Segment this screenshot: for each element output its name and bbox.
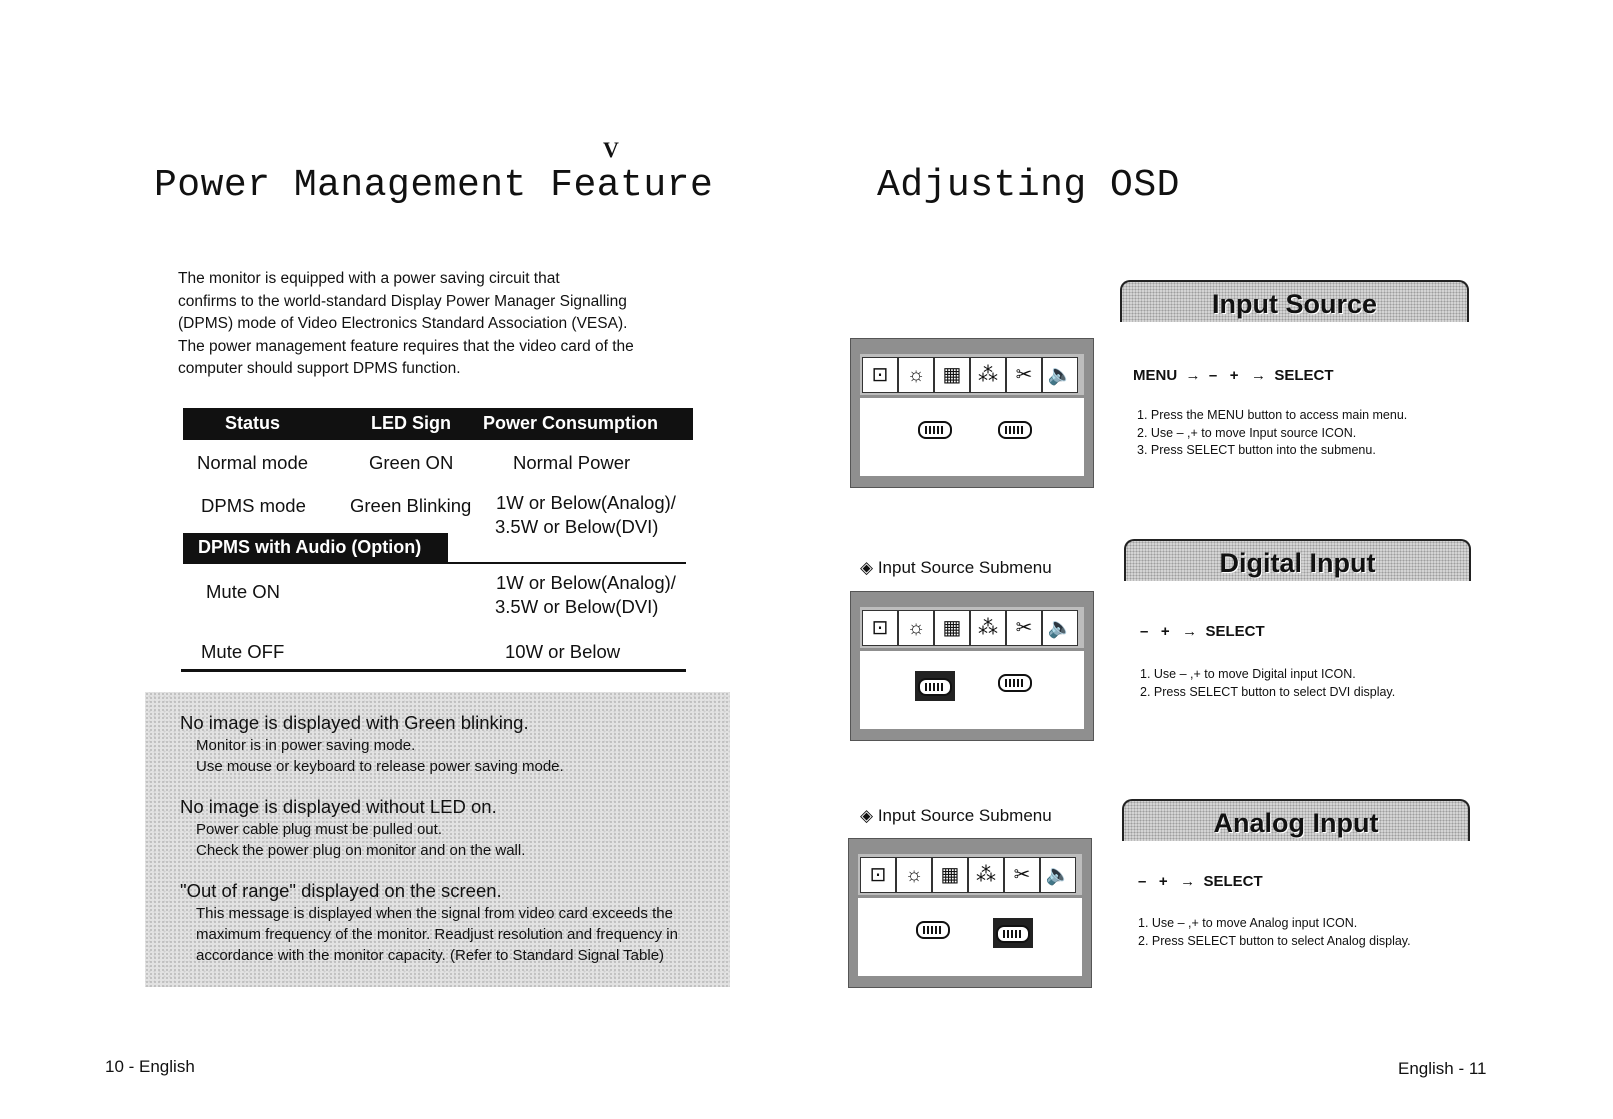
troubleshoot-heading: No image is displayed without LED on. [180,796,497,817]
banner-label: Input Source [1211,289,1377,319]
osd-screen-input-source [850,338,1094,488]
submenu-caption [860,558,1052,578]
header-led-sign: LED Sign [371,413,451,433]
step-line: 2. Use – ,+ to move Input source ICON. [1137,425,1357,440]
header-status: Status [225,413,281,433]
tools-icon: ✂ [1006,610,1042,646]
banner-input-source [1120,280,1469,322]
intro-paragraph [178,268,658,381]
intro-line: The monitor is equipped with a power saving circuit that [178,270,560,287]
key-sequence [1133,367,1334,384]
banner-label: Analog Input [1213,808,1379,838]
page-number-right: English - 11 [1398,1059,1487,1078]
digital-input-icon [915,418,955,440]
osd-menu-bar [860,354,1084,395]
osd-menu-bar [858,854,1082,895]
audio-icon: 🔈 [1042,610,1078,646]
step-line: 3. Press SELECT button into the submenu. [1137,443,1376,457]
intro-line: confirms to the world-standard Display Power Manager Signalling [178,292,627,310]
steps-input-source [1137,407,1407,460]
row-led: Green ON [369,452,454,473]
audio-option-label: DPMS with Audio (Option) [198,537,422,557]
table-header [183,408,693,440]
step-line: 1. Use – ,+ to move Analog input ICON. [1138,916,1358,930]
intro-line: (DPMS) mode of Video Electronics Standard Association (VESA). [178,315,628,332]
troubleshoot-line: accordance with the monitor capacity. (Refer to Standard Signal Table) [196,947,665,964]
banner-label: Digital Input [1219,548,1376,578]
submenu-caption-text: Input Source Submenu [877,558,1052,577]
row-status: Normal mode [197,452,309,473]
tools-icon: ✂ [1006,357,1042,393]
steps-digital-input [1140,666,1395,701]
arrow-icon: → [1182,623,1198,640]
minus-key: – [1208,367,1218,384]
input-source-icon: ⊡ [860,857,896,893]
steps-analog-input [1138,915,1411,950]
analog-input-icon [995,418,1035,440]
intro-line: The power management feature requires that the video card of the [178,337,634,355]
minus-key: – [1138,873,1147,890]
digital-input-icon-selected [915,671,955,701]
page-title-adjusting-osd: Adjusting OSD [877,164,1180,207]
submenu-caption [860,806,1052,826]
submenu-caption-text: Input Source Submenu [877,806,1052,825]
plus-key: + [1229,367,1239,384]
select-key: SELECT [1203,873,1263,890]
table-bottom-rule [181,669,686,672]
row-status: Mute OFF [201,641,285,662]
select-key: SELECT [1274,367,1334,384]
digital-input-icon [913,918,953,940]
row-power: 1W or Below(Analog)/ [496,572,676,593]
row-power: 1W or Below(Analog)/ [496,492,676,513]
row-status: Mute ON [206,581,281,602]
row-power: 3.5W or Below(DVI) [495,596,659,617]
step-line: 1. Press the MENU button to access main menu. [1137,408,1408,422]
row-power: 3.5W or Below(DVI) [495,516,659,537]
osd-menu-bar [860,607,1084,648]
troubleshoot-line: This message is displayed when the signal from video card exceeds the [196,905,673,922]
osd-submenu-area [860,651,1084,729]
banner-digital-input [1124,539,1471,581]
arrow-icon: → [1180,873,1196,890]
step-line: 2. Press SELECT button to select DVI display. [1140,684,1396,699]
row-power: 10W or Below [505,641,621,662]
row-status: DPMS mode [201,495,306,516]
analog-input-icon-selected [993,918,1033,948]
color-icon: ⁂ [970,610,1006,646]
plus-key: + [1160,623,1170,640]
header-power-consumption: Power Consumption [483,413,658,433]
diamond-icon: ◈ [860,806,874,825]
menu-key: MENU [1133,367,1178,384]
color-icon: ⁂ [970,357,1006,393]
troubleshoot-line: Use mouse or keyboard to release power saving mode. [196,758,564,775]
page-title-power-management: Power Management Feature [154,164,714,207]
color-icon: ⁂ [968,857,1004,893]
troubleshoot-heading: No image is displayed with Green blinking. [180,712,529,733]
key-sequence [1138,873,1263,890]
row-led: Green Blinking [350,495,472,516]
chapter-mark: V [603,137,619,162]
table-divider [448,562,686,564]
image-icon: ▦ [934,357,970,393]
image-icon: ▦ [934,610,970,646]
osd-screen-analog-input [848,838,1092,988]
input-source-icon: ⊡ [862,610,898,646]
input-source-icon: ⊡ [862,357,898,393]
page-number-left: 10 - English [105,1057,195,1076]
troubleshoot-line: Check the power plug on monitor and on the wall. [196,842,526,859]
tools-icon: ✂ [1004,857,1040,893]
osd-submenu-area [860,398,1084,476]
audio-icon: 🔈 [1040,857,1076,893]
key-sequence [1140,623,1265,640]
diamond-icon: ◈ [860,558,874,577]
banner-analog-input [1122,799,1470,841]
brightness-icon: ☼ [898,357,934,393]
osd-submenu-area [858,898,1082,976]
minus-key: – [1140,623,1149,640]
image-icon: ▦ [932,857,968,893]
brightness-icon: ☼ [898,610,934,646]
analog-input-icon [995,671,1035,693]
step-line: 2. Press SELECT button to select Analog display. [1138,933,1411,948]
osd-screen-digital-input [850,591,1094,741]
audio-option-header [183,533,448,564]
brightness-icon: ☼ [896,857,932,893]
row-power: Normal Power [513,452,631,473]
troubleshoot-line: Power cable plug must be pulled out. [196,821,442,838]
troubleshoot-heading: "Out of range" displayed on the screen. [180,880,502,901]
step-line: 1. Use – ,+ to move Digital input ICON. [1140,667,1356,681]
troubleshoot-line: maximum frequency of the monitor. Readjust resolution and frequency in [196,926,678,943]
audio-icon: 🔈 [1042,357,1078,393]
plus-key: + [1158,873,1168,890]
intro-line: computer should support DPMS function. [178,360,461,377]
select-key: SELECT [1205,623,1265,640]
arrow-icon: → [1185,367,1201,384]
troubleshoot-line: Monitor is in power saving mode. [196,737,416,754]
arrow-icon: → [1251,367,1266,384]
